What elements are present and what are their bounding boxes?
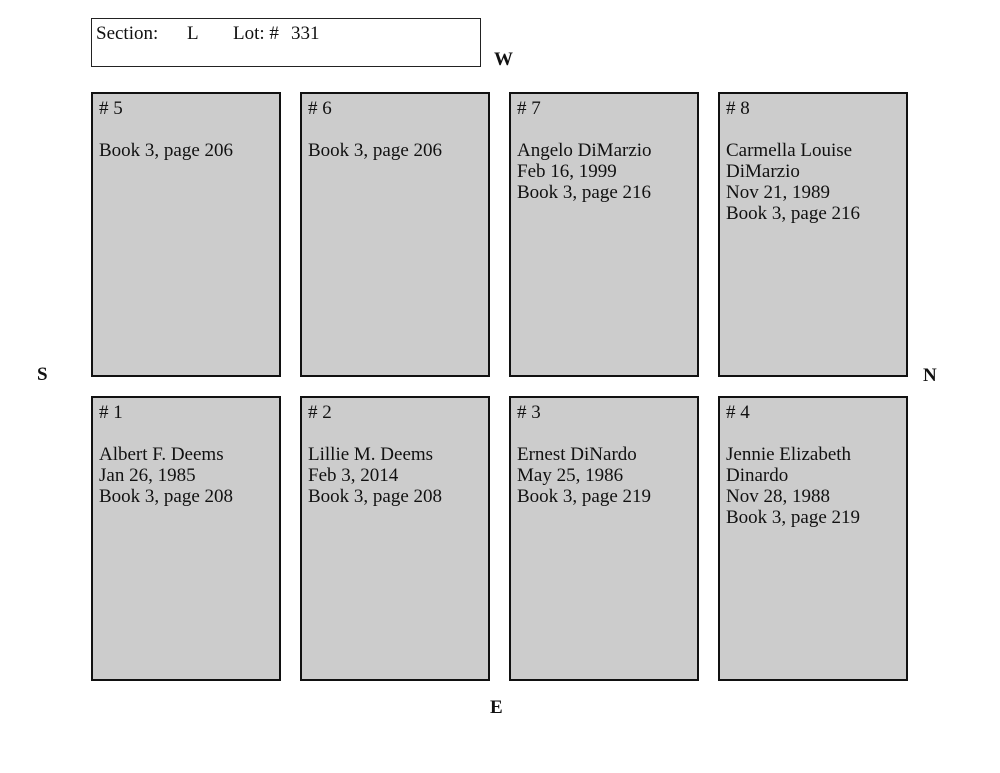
plot-number: # 5	[99, 98, 123, 119]
plot-number: # 6	[308, 98, 332, 119]
plot-line: Nov 28, 1988	[726, 486, 830, 507]
section-value: L	[187, 23, 199, 44]
plot-line: Book 3, page 206	[308, 140, 443, 161]
plot-7	[509, 92, 699, 377]
plot-line: Nov 21, 1989	[726, 182, 830, 203]
plot-line: Jan 26, 1985	[99, 465, 196, 486]
lot-label: Lot: #	[233, 23, 279, 44]
plot-line: Angelo DiMarzio	[517, 140, 652, 161]
plot-line: Book 3, page 216	[517, 182, 652, 203]
plot-line: DiMarzio	[726, 161, 800, 182]
plot-number: # 8	[726, 98, 750, 119]
plot-1	[91, 396, 281, 681]
plot-number: # 2	[308, 402, 332, 423]
compass-east: E	[490, 697, 503, 718]
plot-number: # 7	[517, 98, 541, 119]
plot-line: Book 3, page 216	[726, 203, 861, 224]
plot-line: Book 3, page 219	[726, 507, 861, 528]
plot-number: # 1	[99, 402, 123, 423]
plot-number: # 3	[517, 402, 541, 423]
plot-6	[300, 92, 490, 377]
plot-number: # 4	[726, 402, 750, 423]
lot-header	[91, 18, 481, 67]
plot-line: Feb 3, 2014	[308, 465, 399, 486]
plot-line: Book 3, page 219	[517, 486, 652, 507]
plot-line: Feb 16, 1999	[517, 161, 617, 182]
plot-line: Jennie Elizabeth	[726, 444, 852, 465]
compass-south: S	[37, 364, 48, 385]
plot-3	[509, 396, 699, 681]
section-label: Section:	[96, 23, 159, 44]
plot-5	[91, 92, 281, 377]
compass-north: N	[923, 365, 937, 386]
plot-line: Dinardo	[726, 465, 789, 486]
plot-line: Ernest DiNardo	[517, 444, 637, 465]
plot-line: Book 3, page 206	[99, 140, 234, 161]
plot-line: Carmella Louise	[726, 140, 853, 161]
plot-line: Lillie M. Deems	[308, 444, 434, 465]
compass-west: W	[494, 49, 513, 70]
plot-2	[300, 396, 490, 681]
plot-line: Book 3, page 208	[99, 486, 234, 507]
plot-4	[718, 396, 908, 681]
plot-8	[718, 92, 908, 377]
plot-line: Book 3, page 208	[308, 486, 443, 507]
plot-line: May 25, 1986	[517, 465, 624, 486]
plot-line: Albert F. Deems	[99, 444, 224, 465]
lot-value: 331	[291, 23, 320, 44]
